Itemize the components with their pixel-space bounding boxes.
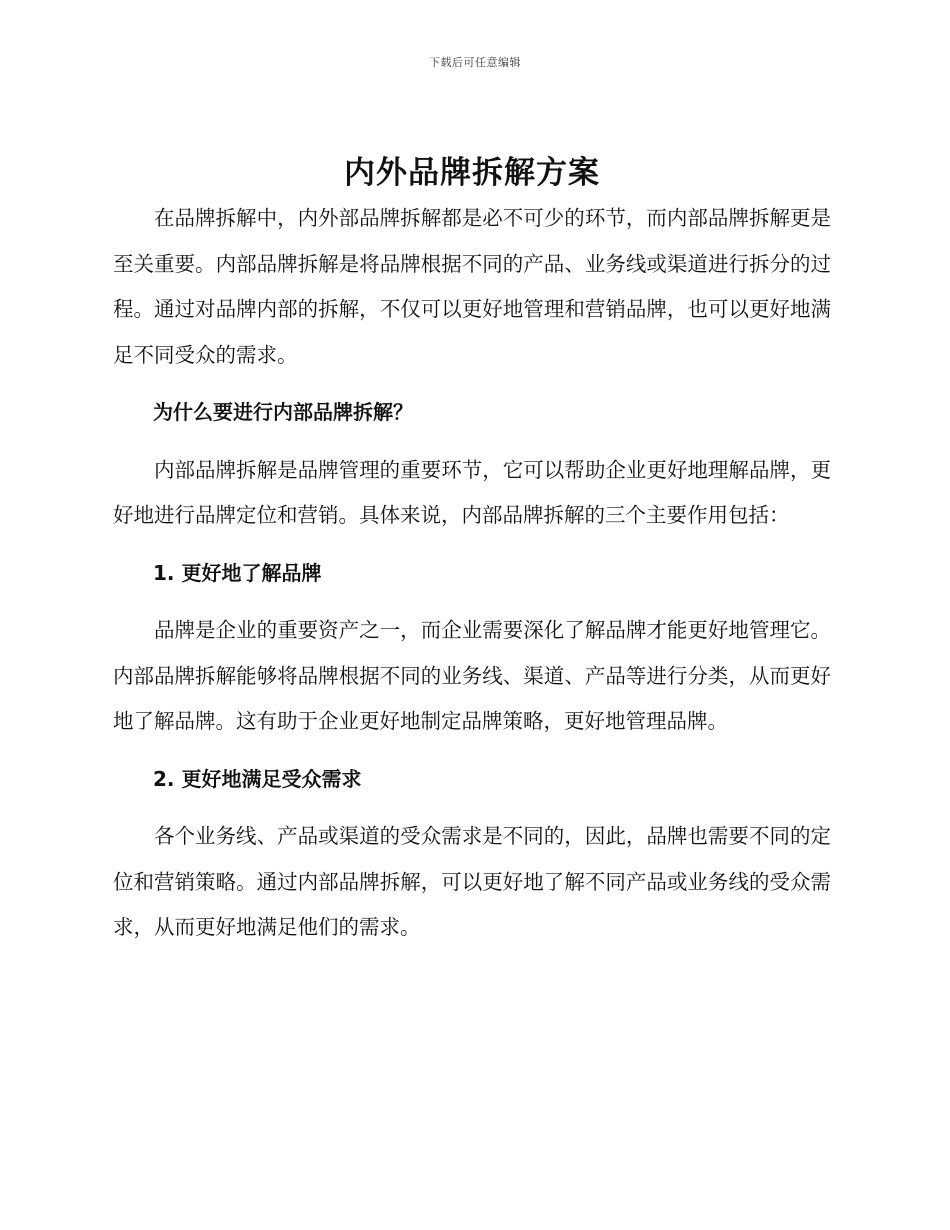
point-2-paragraph: 各个业务线、产品或渠道的受众需求是不同的，因此，品牌也需要不同的定位和营销策略。通过内部品牌拆解，可以更好地了解不同产品或业务线的受众需求，从而更好地满足他们的需求。: [113, 824, 831, 939]
section-heading: 为什么要进行内部品牌拆解？: [153, 400, 413, 424]
section-paragraph: 内部品牌拆解是品牌管理的重要环节，它可以帮助企业更好地理解品牌，更好地进行品牌定位和营销。具体来说，内部品牌拆解的三个主要作用包括：: [113, 457, 831, 527]
spacer: [113, 802, 831, 814]
point-1-paragraph: 品牌是企业的重要资产之一，而企业需要深化了解品牌才能更好地管理它。内部品牌拆解能够将品牌根据不同的业务线、渠道、产品等进行分类，从而更好地了解品牌。这有助于企业更好地制定品牌策略，更好地管理品牌。: [113, 618, 831, 733]
spacer: [113, 436, 831, 448]
document-body: [113, 150, 831, 951]
document-title: 内外品牌拆解方案: [344, 155, 600, 191]
point-2-heading: 2. 更好地满足受众需求: [153, 766, 362, 791]
intro-paragraph: 在品牌拆解中，内外部品牌拆解都是必不可少的环节，而内部品牌拆解更是至关重要。内部品牌拆解是将品牌根据不同的产品、业务线或渠道进行拆分的过程。通过对品牌内部的拆解，不仅可以更好地管理和营销品牌，也可以更好地满足不同受众的需求。: [113, 206, 831, 367]
page-header-note: 下载后可任意编辑: [429, 56, 521, 69]
spacer: [113, 378, 831, 390]
point-1-heading: 1. 更好地了解品牌: [153, 560, 322, 585]
spacer: [113, 596, 831, 608]
spacer: [113, 745, 831, 757]
spacer: [113, 539, 831, 551]
